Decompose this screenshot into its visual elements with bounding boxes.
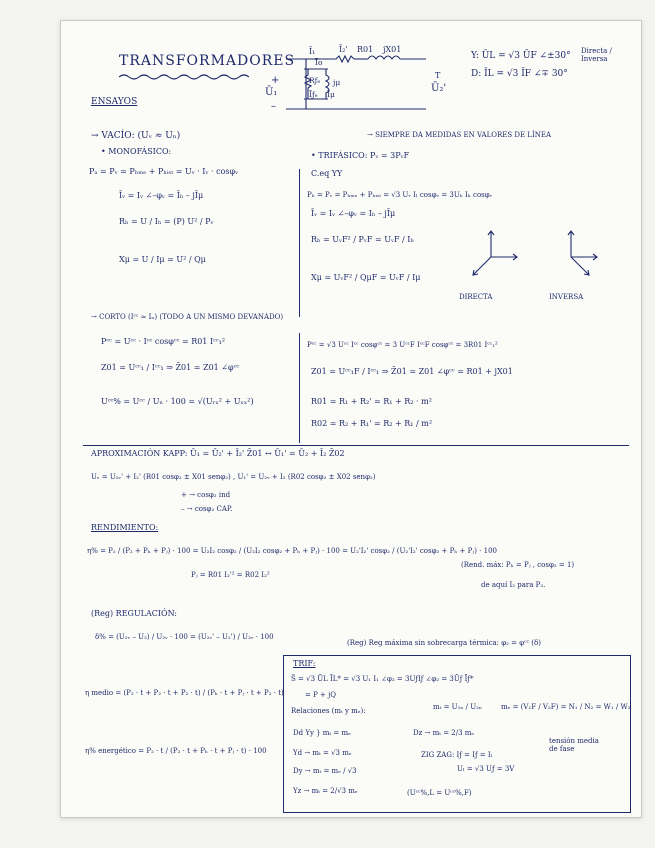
trifasico-heading: • TRIFÁSICO: Pᵥ = 3PᵥF <box>311 151 410 160</box>
imu-label: Īμ <box>327 90 335 99</box>
trif-zigzag-voltage: Uₗ = √3 Uƒ = 3V <box>457 765 515 773</box>
trif-dy: Dy → mₜ = mₑ / √3 <box>293 767 357 775</box>
vacio-mono-current: Īᵥ = Iᵥ ∠–φᵥ = Īₕ – jĪμ <box>119 191 204 200</box>
u2p-label: Ū₂' <box>431 83 447 94</box>
rendimiento-heading: RENDIMIENTO: <box>91 523 159 532</box>
monofasico-heading: • MONOFÁSICO: <box>101 147 172 156</box>
trif-heading: TRIF: <box>293 659 316 668</box>
d-connection-formula: D: ĪL = √3 ĪF ∠∓ 30° <box>471 69 568 79</box>
trif-tension-note: tensión media de fase <box>549 737 599 754</box>
regulacion-max-note: (Reg) Reg máxima sin sobrecarga térmica: φ₂ = φᶜᶜ (δ) <box>347 639 541 647</box>
circuit-equivalent-label: C.eq YY <box>311 169 343 178</box>
trif-complex-power: = P + jQ <box>305 691 337 699</box>
trif-ucc-note: (Uᶜᶜ%,L = Uᶜᶜ%,F) <box>407 789 472 797</box>
rendimiento-energetico: η% energético = P₂ · t / (P₂ · t + Pₕ · t + Pⱼ · t) · 100 <box>85 747 267 755</box>
t-label: T <box>435 71 441 80</box>
corto-heading: → CORTO (Iᶜᶜ ≈ Iₙ) (TODO A UN MISMO DEVANADO) <box>91 313 284 321</box>
r01-label: R01 <box>357 45 374 54</box>
current-i1-label: Ī₁ <box>309 47 316 56</box>
current-i2p-label: Ī₂' <box>339 45 348 54</box>
trif-dz: Dz → mₜ = 2/3 mₑ <box>413 729 475 737</box>
trif-apparent-power: S̄ = √3 ŪL ĪL* = √3 U₁ I₁ ∠φ₂ = 3UƒIƒ ∠φ₂ = 3Ūƒ Īƒ* <box>291 675 474 683</box>
rendimiento-max-note: (Rend. máx: Pₕ = Pⱼ , cosφ₂ = 1) <box>461 561 575 569</box>
vacio-divider <box>299 169 300 317</box>
phasor-inversa-label: INVERSA <box>549 293 584 301</box>
ensayos-heading: ENSAYOS <box>91 97 138 107</box>
trif-mt: mₜ = U₁ₙ / U₂ₙ <box>433 703 482 711</box>
trif-yz: Yz → mₜ = 2/√3 mₑ <box>293 787 358 795</box>
vacio-heading: → VACÍO: (Uᵥ ≈ Uₙ) <box>91 131 181 141</box>
corto-r01: R01 = R₁ + R₂' = R₁ + R₂ · m² <box>311 397 432 406</box>
kapp-capacitive: – → cosφ₂ CAP. <box>181 505 233 513</box>
y-connection-note: Directa / Inversa <box>581 47 612 64</box>
vacio-mono-xmu: Xμ = U / Iμ = U² / Qμ <box>119 255 206 264</box>
title-underline <box>119 73 249 81</box>
kapp-voltage-drop: Uᵥ = U₂ᵥ' + I₂' (R01 cosφ₂ ± X01 senφ₂) , U₁' = U₂ᵥ + I₂ (R02 cosφ₂ ± X02 senφ₂) <box>91 473 376 481</box>
io-label: Īo <box>315 58 323 67</box>
trif-zigzag: ZIG ZAG: Iƒ = Iƒ = Iₗ <box>421 751 493 759</box>
plus-sign: + <box>271 75 280 86</box>
notebook-page <box>60 20 642 818</box>
trif-yd: Yd → mₜ = √3 mₑ <box>293 749 352 757</box>
corto-mono-power: Pᶜᶜ = Uᶜᶜ · Iᶜᶜ cosφᶜᶜ = R01 Iᶜᶜ₁² <box>101 337 226 346</box>
rendimiento-medio: η medio = (P₂ · t + P₂ · t + P₂ · t) / (Pₕ · t + Pⱼ · t + P₂ · t) <box>85 689 284 697</box>
corto-mono-impedance: Z01 = Uᶜᶜ₁ / Iᶜᶜ₁ ⇒ Z̄01 = Z01 ∠φᶜᶜ <box>101 363 240 372</box>
regulacion-heading: (Reg) REGULACIÓN: <box>91 609 177 618</box>
vacio-tri-current: Īᵥ = Iᵥ ∠–φᵥ = Iₕ – jĪμ <box>311 209 396 218</box>
vacio-tri-xmu: Xμ = UᵥF² / QμF = UᵥF / Iμ <box>311 273 421 282</box>
phasor-diagrams <box>461 227 611 291</box>
corto-r02: R02 = R₂ + R₁' = R₂ + R₁ / m² <box>311 419 433 428</box>
vacio-tri-rh: Rₕ = UᵥF² / PᵥF = UᵥF / Iₕ <box>311 235 414 244</box>
corto-tri-impedance: Z01 = Uᶜᶜ₁F / Iᶜᶜ₁ ⇒ Z̄01 = Z01 ∠φᶜᶜ = R01 + jX01 <box>311 367 513 376</box>
jmu-label: jμ <box>333 78 341 87</box>
page-title: TRANSFORMADORES <box>119 53 296 69</box>
rendimiento-pj: Pⱼ = R01 I₂'² = R02 I₂² <box>191 571 270 579</box>
kapp-heading: APROXIMACIÓN KAPP: Ū₁ = Ū₂' + Ī₂' Z̄01 ↔ Ū₁' = Ū₂ + Ī₂ Z̄02 <box>91 449 345 458</box>
trifasico-note: → SIEMPRE DA MEDIDAS EN VALORES DE LÍNEA <box>367 131 552 139</box>
kapp-inductive: + → cosφ₂ ind <box>181 491 231 499</box>
corto-tri-power: Pᶜᶜ = √3 Uᶜᶜ Iᶜᶜ cosφᶜᶜ = 3 UᶜᶜF IᶜᶜF cosφᶜᶜ = 3R01 Iᶜᶜ₁² <box>307 341 498 349</box>
vacio-tri-power: Pₕ = Pᵥ = Pₕₘₑ + Pₕᵢₛₜ = √3 Uᵥ Iₗ cosφᵥ = 3Uₕ Iₕ cosφᵥ <box>307 191 493 199</box>
rendimiento-max-note2: de aquí I₂ para P₂. <box>481 581 546 589</box>
ife-label: Īƒₑ <box>309 90 318 99</box>
corto-divider <box>299 333 300 443</box>
jx01-label: jX01 <box>383 45 402 54</box>
trif-relations-heading: Relaciones (mₜ y mₑ): <box>291 707 366 715</box>
regulacion-formula: δ% = (U₂ᵥ – U₂) / U₂ᵥ · 100 = (U₂ᵥ' – U₂') / U₂ᵥ · 100 <box>95 633 274 641</box>
y-connection-formula: Y: ŪL = √3 ŪF ∠±30° <box>471 51 571 61</box>
vacio-mono-power: Pₐ = Pᵥ = Pₕₘₑ + Pₕᵢₛₜ = Uᵥ · Iᵥ · cosφᵥ <box>89 167 239 176</box>
trif-dd-yy: Dd Yy } mₜ = mₑ <box>293 729 351 737</box>
trif-me: mₑ = (V₁F / V₂F) = N₁ / N₂ = W₁ / W₂ <box>501 703 631 711</box>
rendimiento-formula: η% = P₂ / (P₂ + Pₕ + Pⱼ) · 100 = U₂I₂ cosφ₂ / (U₂I₂ cosφ₂ + Pₕ + Pⱼ) · 100 = U₂'I₂' cosφ₂ / (U₂'I₂' cosφ₂ + Pₕ + Pⱼ) · 100 <box>87 547 497 555</box>
vacio-mono-rh: Rₕ = U / Iₕ = (P) U² / Pᵥ <box>119 217 214 226</box>
u1-label: Ū₁ <box>265 87 278 98</box>
corto-mono-ucc: Uᶜᶜ% = Uᶜᶜ / Uₙ · 100 = √(Uᵣₓ² + Uₓₓ²) <box>101 397 254 406</box>
kapp-divider <box>83 445 629 446</box>
phasor-directa-label: DIRECTA <box>459 293 493 301</box>
minus-sign: – <box>271 101 276 112</box>
rfe-label: Rƒₑ <box>309 76 321 85</box>
